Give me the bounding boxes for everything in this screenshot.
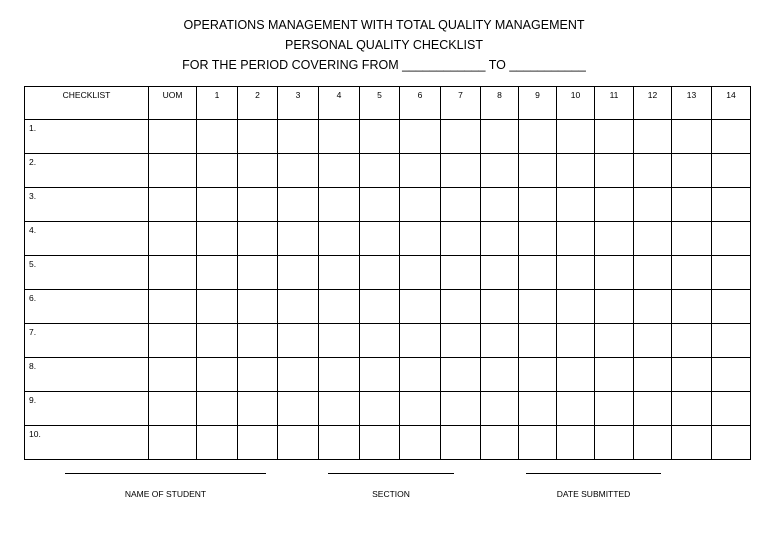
- table-row: [25, 290, 751, 324]
- checklist-cell: [712, 188, 751, 222]
- checklist-cell: [238, 256, 278, 290]
- row-number: 1.: [25, 120, 149, 154]
- checklist-cell: [319, 426, 360, 460]
- checklist-cell: [557, 222, 595, 256]
- checklist-cell: [197, 222, 238, 256]
- table-row: [25, 256, 751, 290]
- document-header: [0, 15, 768, 75]
- checklist-cell: [238, 392, 278, 426]
- column-header: 5: [360, 87, 400, 120]
- checklist-cell: [360, 188, 400, 222]
- checklist-cell: [634, 290, 672, 324]
- row-number: 4.: [25, 222, 149, 256]
- checklist-cell: [149, 426, 197, 460]
- checklist-cell: [441, 392, 481, 426]
- checklist-cell: [149, 222, 197, 256]
- checklist-cell: [595, 222, 634, 256]
- checklist-cell: [360, 120, 400, 154]
- checklist-cell: [557, 154, 595, 188]
- checklist-cell: [278, 392, 319, 426]
- checklist-cell: [319, 222, 360, 256]
- checklist-cell: [481, 120, 519, 154]
- checklist-cell: [238, 188, 278, 222]
- checklist-cell: [149, 358, 197, 392]
- row-number: 5.: [25, 256, 149, 290]
- column-header: 12: [634, 87, 672, 120]
- checklist-cell: [149, 392, 197, 426]
- table-body: [25, 120, 751, 460]
- checklist-cell: [278, 358, 319, 392]
- checklist-cell: [197, 188, 238, 222]
- table-row: [25, 426, 751, 460]
- checklist-cell: [481, 392, 519, 426]
- checklist-cell: [278, 290, 319, 324]
- checklist-cell: [319, 358, 360, 392]
- checklist-cell: [557, 120, 595, 154]
- checklist-cell: [481, 188, 519, 222]
- table-row: [25, 324, 751, 358]
- checklist-cell: [712, 290, 751, 324]
- checklist-cell: [634, 392, 672, 426]
- checklist-cell: [441, 358, 481, 392]
- checklist-cell: [634, 154, 672, 188]
- checklist-cell: [634, 120, 672, 154]
- checklist-cell: [238, 154, 278, 188]
- checklist-cell: [197, 426, 238, 460]
- checklist-cell: [360, 324, 400, 358]
- checklist-cell: [595, 188, 634, 222]
- table-row: [25, 222, 751, 256]
- checklist-cell: [557, 426, 595, 460]
- table-row: [25, 154, 751, 188]
- checklist-cell: [278, 256, 319, 290]
- checklist-cell: [634, 188, 672, 222]
- checklist-cell: [712, 392, 751, 426]
- checklist-cell: [712, 120, 751, 154]
- checklist-cell: [712, 426, 751, 460]
- column-header: 2: [238, 87, 278, 120]
- row-number: 3.: [25, 188, 149, 222]
- checklist-cell: [712, 154, 751, 188]
- checklist-cell: [360, 392, 400, 426]
- checklist-cell: [519, 222, 557, 256]
- column-header: 7: [441, 87, 481, 120]
- checklist-cell: [481, 256, 519, 290]
- checklist-cell: [519, 426, 557, 460]
- row-number: 6.: [25, 290, 149, 324]
- checklist-cell: [595, 324, 634, 358]
- checklist-cell: [481, 222, 519, 256]
- checklist-cell: [278, 188, 319, 222]
- checklist-cell: [441, 222, 481, 256]
- checklist-cell: [557, 324, 595, 358]
- checklist-cell: [672, 154, 712, 188]
- checklist-cell: [634, 426, 672, 460]
- checklist-cell: [519, 290, 557, 324]
- checklist-cell: [481, 324, 519, 358]
- checklist-cell: [672, 222, 712, 256]
- checklist-cell: [278, 154, 319, 188]
- column-header: 11: [595, 87, 634, 120]
- checklist-cell: [672, 426, 712, 460]
- document-title: OPERATIONS MANAGEMENT WITH TOTAL QUALITY MANAGEMENT: [183, 18, 585, 32]
- column-header: 6: [400, 87, 441, 120]
- checklist-cell: [519, 188, 557, 222]
- checklist-cell: [634, 222, 672, 256]
- checklist-cell: [149, 154, 197, 188]
- checklist-cell: [634, 256, 672, 290]
- checklist-cell: [519, 120, 557, 154]
- checklist-cell: [238, 222, 278, 256]
- checklist-cell: [557, 256, 595, 290]
- checklist-cell: [557, 290, 595, 324]
- checklist-cell: [557, 188, 595, 222]
- checklist-cell: [672, 256, 712, 290]
- checklist-cell: [400, 222, 441, 256]
- checklist-cell: [595, 426, 634, 460]
- checklist-cell: [197, 256, 238, 290]
- checklist-cell: [481, 358, 519, 392]
- checklist-cell: [197, 324, 238, 358]
- checklist-cell: [712, 358, 751, 392]
- checklist-cell: [319, 324, 360, 358]
- checklist-cell: [441, 154, 481, 188]
- checklist-cell: [595, 120, 634, 154]
- student-name-label: NAME OF STUDENT: [124, 489, 207, 499]
- checklist-cell: [400, 392, 441, 426]
- checklist-cell: [400, 154, 441, 188]
- checklist-cell: [319, 256, 360, 290]
- checklist-cell: [672, 358, 712, 392]
- checklist-cell: [360, 256, 400, 290]
- checklist-cell: [481, 290, 519, 324]
- column-header: 14: [712, 87, 751, 120]
- checklist-cell: [149, 256, 197, 290]
- checklist-cell: [197, 120, 238, 154]
- checklist-cell: [481, 154, 519, 188]
- checklist-cell: [360, 358, 400, 392]
- section-line: [328, 473, 454, 474]
- checklist-cell: [319, 392, 360, 426]
- checklist-cell: [519, 358, 557, 392]
- header-row: [25, 87, 751, 120]
- checklist-cell: [441, 290, 481, 324]
- checklist-cell: [634, 324, 672, 358]
- checklist-cell: [634, 358, 672, 392]
- column-header: CHECKLIST: [25, 87, 149, 120]
- checklist-cell: [149, 188, 197, 222]
- checklist-cell: [238, 120, 278, 154]
- checklist-cell: [400, 256, 441, 290]
- checklist-cell: [319, 290, 360, 324]
- checklist-cell: [712, 324, 751, 358]
- document-subtitle: PERSONAL QUALITY CHECKLIST: [285, 38, 483, 52]
- checklist-cell: [238, 324, 278, 358]
- checklist-cell: [519, 154, 557, 188]
- column-header: 3: [278, 87, 319, 120]
- checklist-cell: [557, 358, 595, 392]
- checklist-cell: [672, 392, 712, 426]
- checklist-cell: [481, 426, 519, 460]
- column-header: 4: [319, 87, 360, 120]
- date-submitted-line: [526, 473, 661, 474]
- student-name-line: [65, 473, 266, 474]
- checklist-cell: [557, 392, 595, 426]
- checklist-cell: [595, 154, 634, 188]
- checklist-cell: [238, 426, 278, 460]
- checklist-cell: [197, 392, 238, 426]
- checklist-cell: [149, 290, 197, 324]
- checklist-cell: [441, 256, 481, 290]
- table-row: [25, 120, 751, 154]
- checklist-cell: [595, 290, 634, 324]
- checklist-cell: [441, 426, 481, 460]
- checklist-cell: [400, 324, 441, 358]
- column-header: 13: [672, 87, 712, 120]
- checklist-cell: [238, 290, 278, 324]
- section-label: SECTION: [372, 489, 410, 499]
- checklist-cell: [197, 358, 238, 392]
- table-row: [25, 392, 751, 426]
- checklist-cell: [149, 324, 197, 358]
- column-header: UOM: [149, 87, 197, 120]
- row-number: 2.: [25, 154, 149, 188]
- checklist-cell: [672, 324, 712, 358]
- checklist-cell: [441, 120, 481, 154]
- checklist-cell: [197, 290, 238, 324]
- checklist-cell: [149, 120, 197, 154]
- column-header: 8: [481, 87, 519, 120]
- checklist-cell: [360, 426, 400, 460]
- checklist-cell: [672, 188, 712, 222]
- column-header: 1: [197, 87, 238, 120]
- checklist-cell: [519, 392, 557, 426]
- checklist-cell: [595, 392, 634, 426]
- checklist-cell: [278, 120, 319, 154]
- row-number: 10.: [25, 426, 149, 460]
- date-submitted-label: DATE SUBMITTED: [556, 489, 631, 499]
- table-row: [25, 358, 751, 392]
- checklist-cell: [519, 256, 557, 290]
- date-submitted-signature: [526, 473, 661, 499]
- row-number: 7.: [25, 324, 149, 358]
- student-name-signature: [65, 473, 266, 499]
- checklist-cell: [400, 120, 441, 154]
- checklist-cell: [319, 188, 360, 222]
- table-row: [25, 188, 751, 222]
- checklist-cell: [238, 358, 278, 392]
- column-header: 10: [557, 87, 595, 120]
- checklist-cell: [441, 324, 481, 358]
- section-signature: [328, 473, 454, 499]
- checklist-cell: [519, 324, 557, 358]
- checklist-cell: [319, 120, 360, 154]
- checklist-cell: [672, 290, 712, 324]
- row-number: 8.: [25, 358, 149, 392]
- checklist-cell: [400, 358, 441, 392]
- checklist-cell: [360, 154, 400, 188]
- checklist-cell: [400, 290, 441, 324]
- checklist-cell: [441, 188, 481, 222]
- checklist-cell: [360, 222, 400, 256]
- checklist-cell: [278, 324, 319, 358]
- column-header: 9: [519, 87, 557, 120]
- checklist-cell: [319, 154, 360, 188]
- checklist-cell: [712, 256, 751, 290]
- checklist-cell: [712, 222, 751, 256]
- checklist-cell: [400, 426, 441, 460]
- row-number: 9.: [25, 392, 149, 426]
- checklist-cell: [360, 290, 400, 324]
- checklist-cell: [278, 426, 319, 460]
- checklist-cell: [595, 256, 634, 290]
- checklist-cell: [400, 188, 441, 222]
- checklist-cell: [595, 358, 634, 392]
- checklist-cell: [278, 222, 319, 256]
- checklist-table: [24, 86, 751, 460]
- checklist-cell: [197, 154, 238, 188]
- period-line: FOR THE PERIOD COVERING FROM ____________ TO ___________: [182, 58, 586, 72]
- checklist-cell: [672, 120, 712, 154]
